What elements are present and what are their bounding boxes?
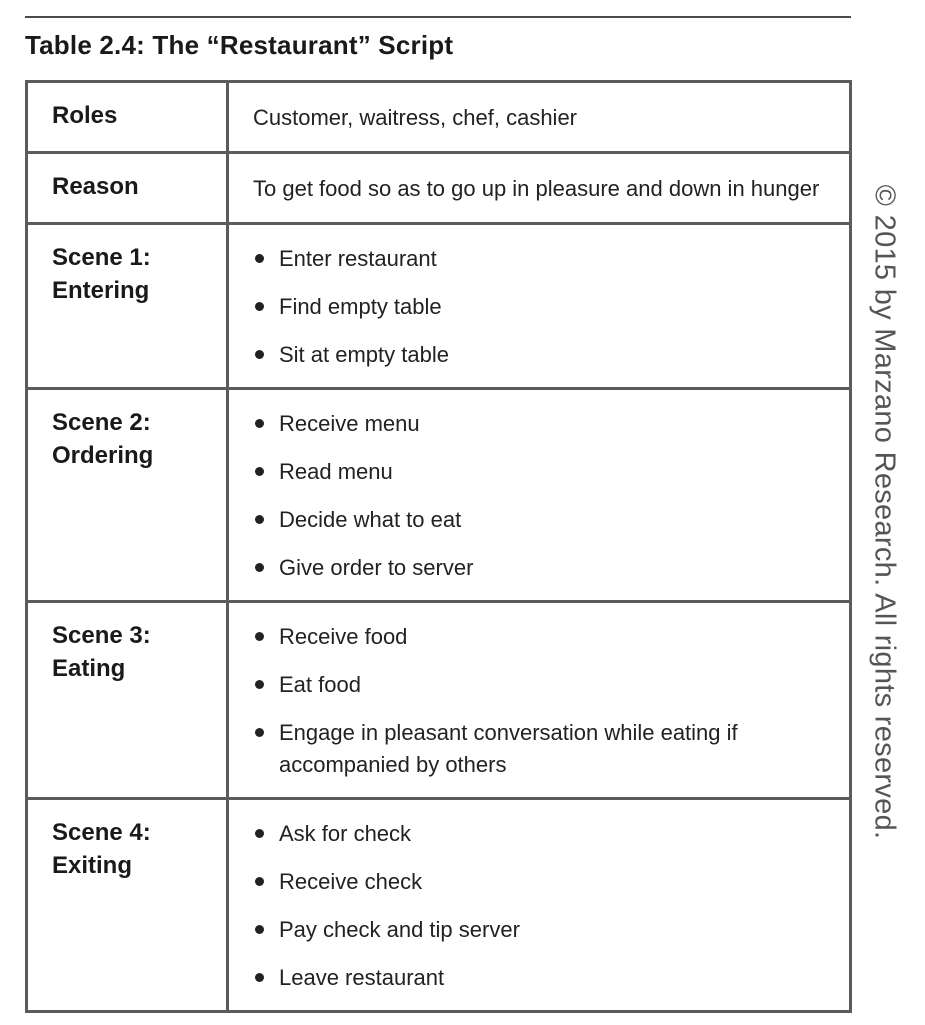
bullet-icon [255,680,264,689]
script-table [25,80,852,1013]
list-item [253,243,833,275]
row-list-cell [228,389,851,602]
bullet-icon [255,829,264,838]
row-label: Roles [27,82,228,153]
list-item-text: Receive check [279,869,423,894]
list-item [253,621,833,653]
row-text: To get food so as to go up in pleasure and down in hunger [228,153,851,224]
list-item [253,339,833,371]
bullet-icon [255,350,264,359]
row-label: Scene 3: Eating [27,602,228,799]
list-item-text: Receive food [279,624,408,649]
row-label: Reason [27,153,228,224]
table-row [27,82,851,153]
row-list-cell [228,602,851,799]
bullet-icon [255,467,264,476]
list-item-text: Enter restaurant [279,246,437,271]
bullet-icon [255,925,264,934]
table-row [27,153,851,224]
list-item [253,504,833,536]
list-item-text: Pay check and tip server [279,917,520,942]
list-item-text: Leave restaurant [279,965,445,990]
list-item [253,456,833,488]
bullet-icon [255,254,264,263]
bullet-icon [255,563,264,572]
bullet-icon [255,419,264,428]
row-text: Customer, waitress, chef, cashier [228,82,851,153]
list-item [253,291,833,323]
bullet-list [253,408,833,584]
bullet-icon [255,877,264,886]
list-item-text: Give order to server [279,555,474,580]
list-item [253,717,833,781]
list-item-text: Eat food [279,672,361,697]
table-title: Table 2.4: The “Restaurant” Script [25,30,454,60]
list-item [253,962,833,994]
bullet-icon [255,302,264,311]
list-item [253,552,833,584]
row-list-cell [228,799,851,1012]
table-row [27,389,851,602]
row-label: Scene 4: Exiting [27,799,228,1012]
list-item [253,408,833,440]
list-item-text: Find empty table [279,294,442,319]
top-rule [25,16,851,18]
table-row [27,799,851,1012]
list-item [253,866,833,898]
bullet-list [253,818,833,994]
table-row [27,602,851,799]
list-item [253,818,833,850]
list-item-text: Decide what to eat [279,507,462,532]
list-item [253,914,833,946]
row-list-cell [228,224,851,389]
copyright-notice: © 2015 by Marzano Research. All rights reserved. [868,184,901,840]
bullet-icon [255,632,264,641]
list-item [253,669,833,701]
list-item-text: Receive menu [279,411,420,436]
row-label: Scene 2: Ordering [27,389,228,602]
bullet-icon [255,973,264,982]
bullet-icon [255,515,264,524]
list-item-text: Read menu [279,459,393,484]
table-row [27,224,851,389]
list-item-text: Sit at empty table [279,342,449,367]
row-label: Scene 1: Entering [27,224,228,389]
list-item-text: Engage in pleasant conversation while eating if accompanied by others [279,720,738,777]
bullet-icon [255,728,264,737]
bullet-list [253,621,833,781]
bullet-list [253,243,833,371]
list-item-text: Ask for check [279,821,412,846]
